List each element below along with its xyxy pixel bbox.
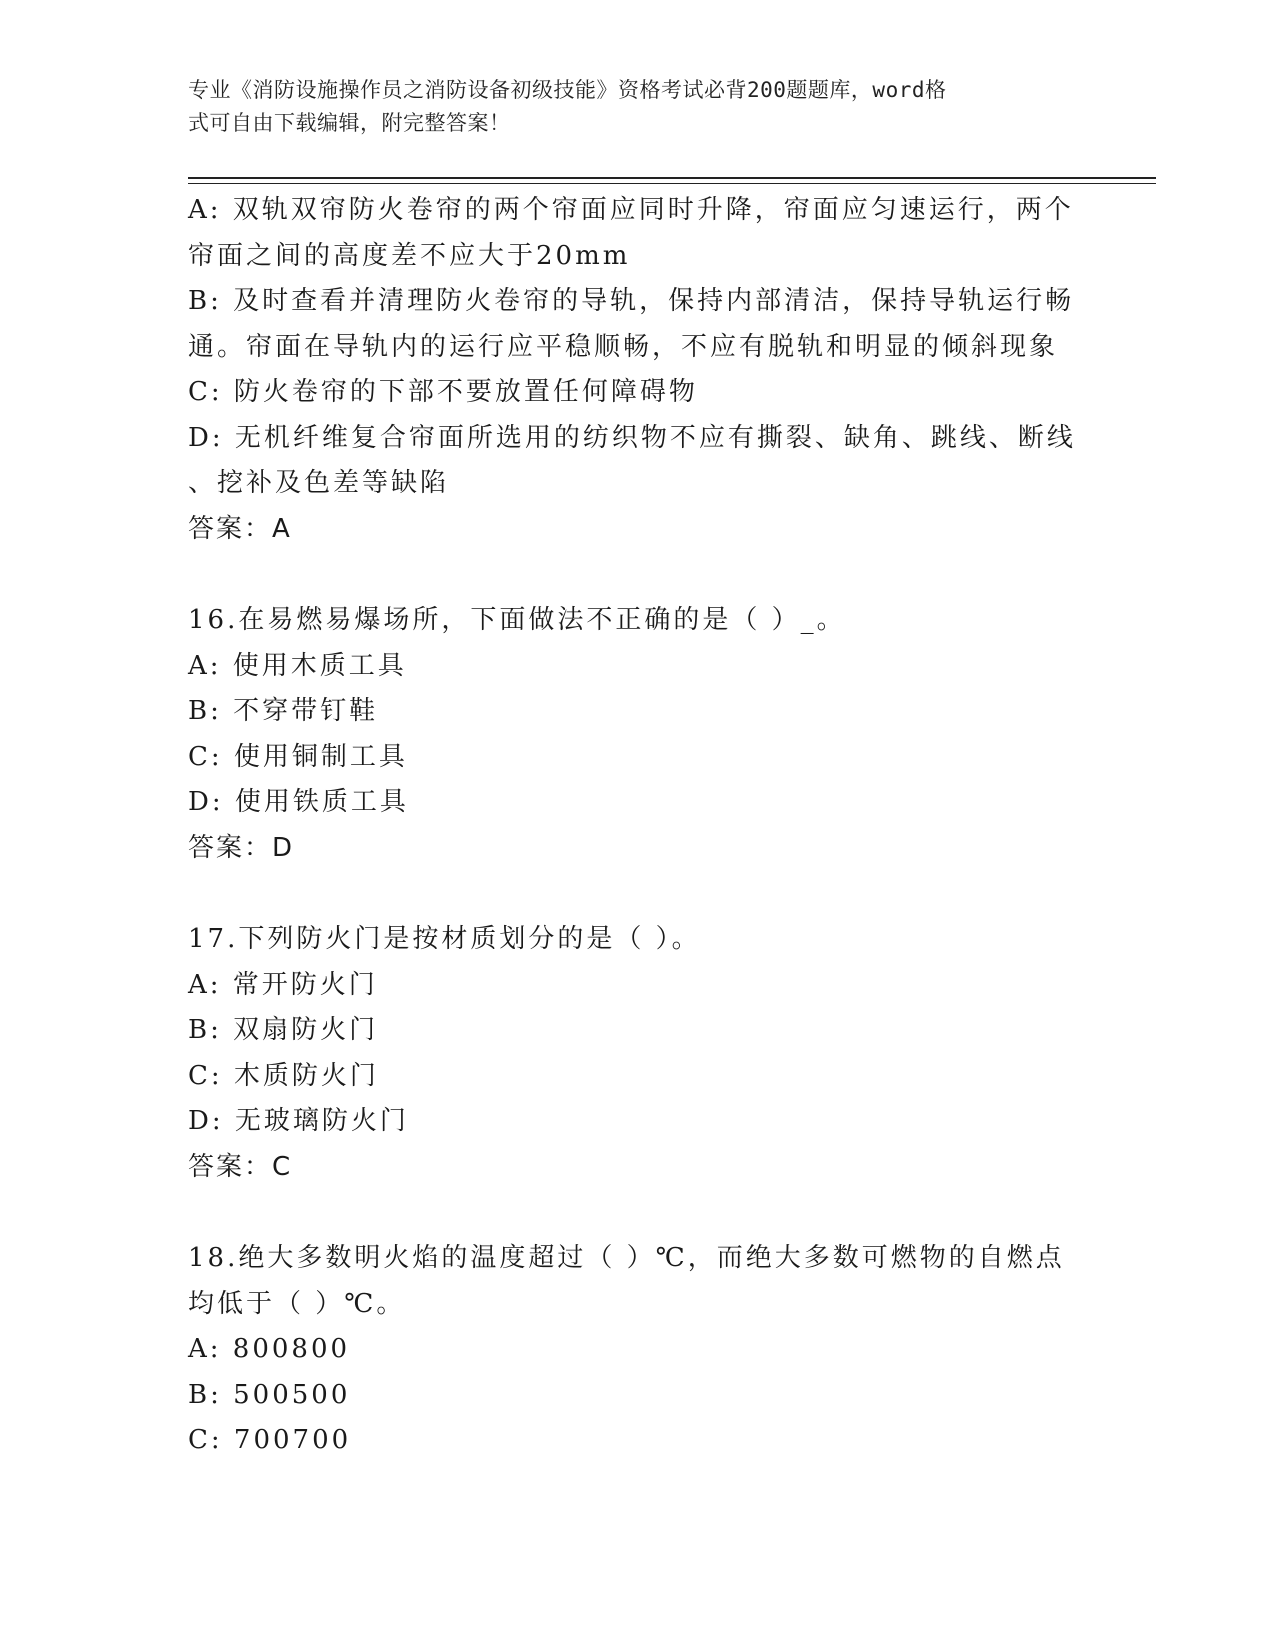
question-text: 17.下列防火门是按材质划分的是（ ）。 xyxy=(188,924,701,954)
option-c: C: 木质防火门 xyxy=(188,1060,379,1091)
answer: 答案：C xyxy=(188,1151,293,1182)
header-line-2: 式可自由下载编辑，附完整答案！ xyxy=(188,111,511,135)
spacer xyxy=(188,1190,1088,1236)
question-18 xyxy=(188,1236,1088,1464)
option-d-line-2: 、挖补及色差等缺陷 xyxy=(188,468,450,498)
question-text-line-1: 18.绝大多数明火焰的温度超过（ ）℃，而绝大多数可燃物的自燃点 xyxy=(188,1243,1065,1273)
header-line-1: 专业《消防设施操作员之消防设备初级技能》资格考试必背200题题库，word格 xyxy=(188,78,947,102)
header-divider-top xyxy=(188,177,1156,179)
header-divider-bottom xyxy=(188,183,1156,184)
document-header xyxy=(188,74,1068,140)
question-15-options xyxy=(188,188,1088,552)
option-a: A: 800800 xyxy=(188,1334,351,1364)
option-d-line-1: D: 无机纤维复合帘面所选用的纺织物不应有撕裂、缺角、跳线、断线 xyxy=(188,422,1076,453)
option-d: D: 使用铁质工具 xyxy=(188,787,409,817)
answer: 答案：D xyxy=(188,832,295,863)
option-a: A: 使用木质工具 xyxy=(188,650,407,681)
option-b: B: 500500 xyxy=(188,1379,351,1410)
option-a-line-2: 帘面之间的高度差不应大于20mm xyxy=(188,240,631,271)
option-a-line-1: A: 双轨双帘防火卷帘的两个帘面应同时升降，帘面应匀速运行，两个 xyxy=(188,195,1074,225)
option-b-line-2: 通。帘面在导轨内的运行应平稳顺畅，不应有脱轨和明显的倾斜现象 xyxy=(188,331,1059,362)
question-16 xyxy=(188,598,1088,871)
question-17 xyxy=(188,917,1088,1190)
option-c: C: 使用铜制工具 xyxy=(188,741,408,772)
answer: 答案：A xyxy=(188,513,292,544)
option-b: B: 双扇防火门 xyxy=(188,1015,379,1045)
spacer xyxy=(188,871,1088,917)
option-c: C: 700700 xyxy=(188,1425,352,1455)
question-content xyxy=(188,188,1088,1464)
spacer xyxy=(188,552,1088,598)
question-text-line-2: 均低于（ ）℃。 xyxy=(188,1288,406,1319)
question-text: 16.在易燃易爆场所，下面做法不正确的是（ ）_。 xyxy=(188,605,846,635)
option-c: C: 防火卷帘的下部不要放置任何障碍物 xyxy=(188,377,698,407)
option-d: D: 无玻璃防火门 xyxy=(188,1106,409,1136)
option-b: B: 不穿带钉鞋 xyxy=(188,696,379,726)
option-b-line-1: B: 及时查看并清理防火卷帘的导轨，保持内部清洁，保持导轨运行畅 xyxy=(188,286,1075,316)
option-a: A: 常开防火门 xyxy=(188,969,378,1000)
